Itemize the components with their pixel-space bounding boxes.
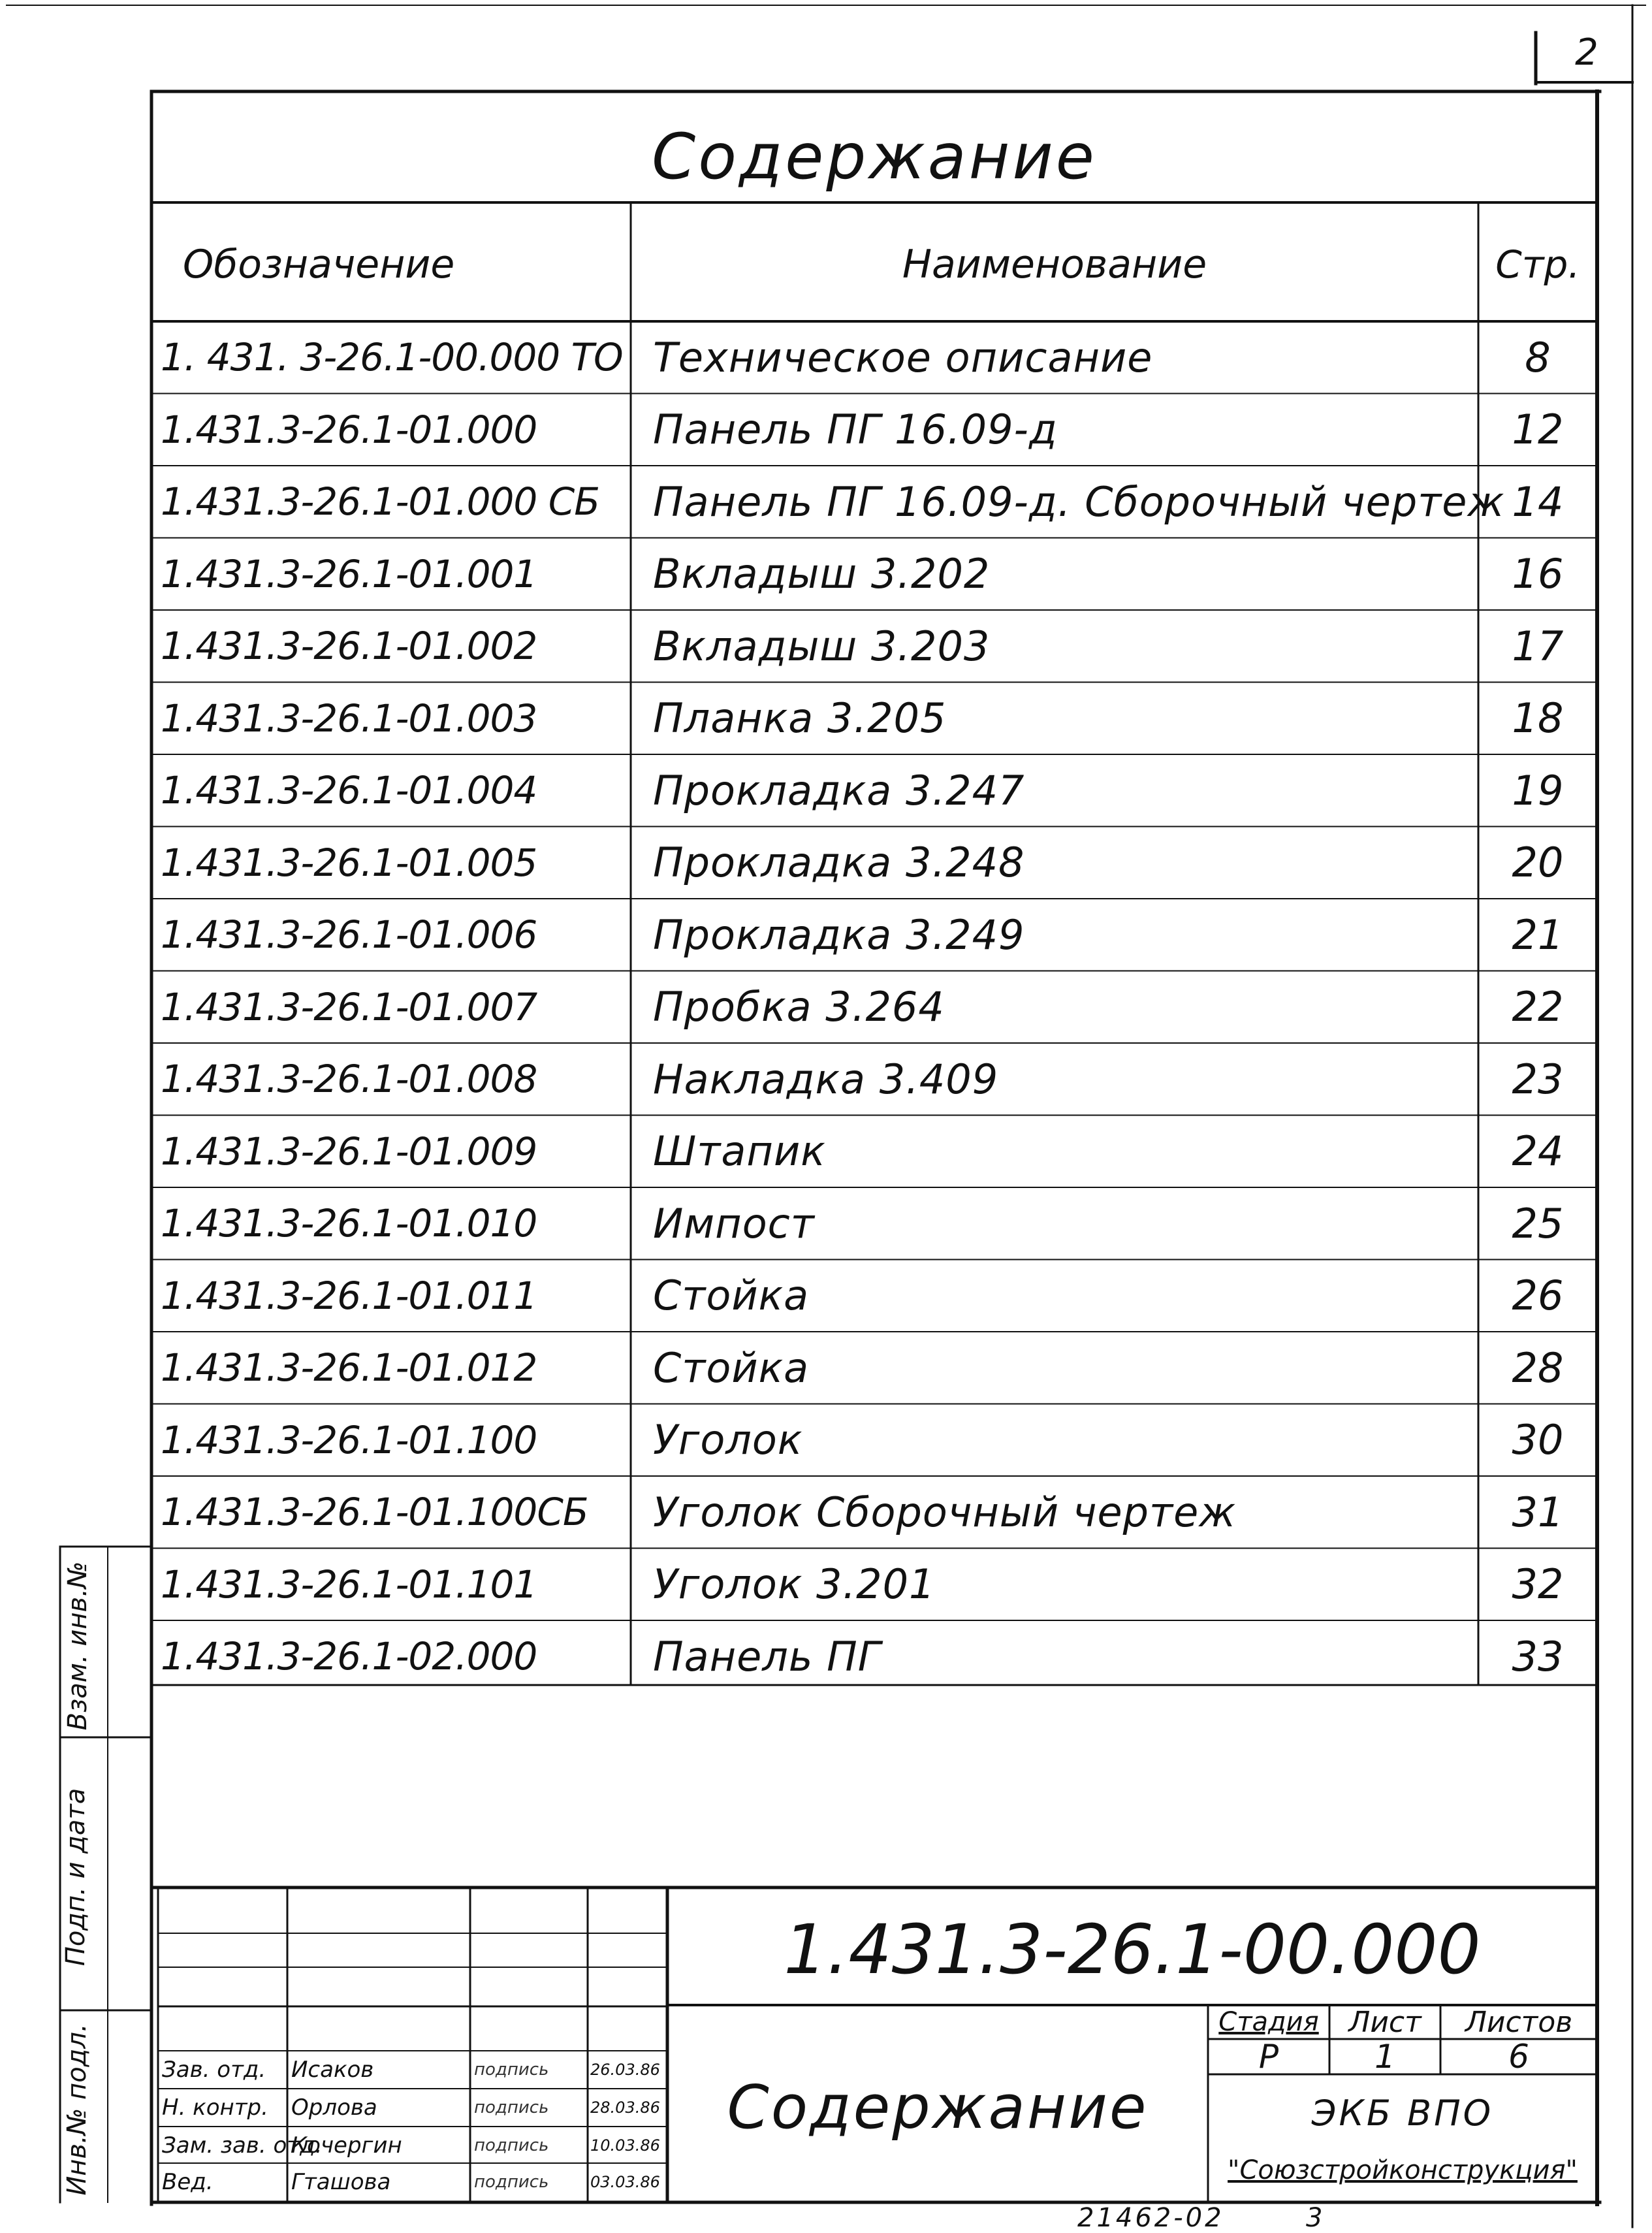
row-designation: 1.431.3-26.1-01.001 [161,551,537,596]
row-name: Уголок 3.201 [653,1560,936,1609]
row-designation: 1.431.3-26.1-01.100СБ [161,1490,588,1535]
row-page: 18 [1512,694,1564,743]
signer-signature: подпись [474,2098,549,2117]
signer-role: Вед. [162,2169,214,2195]
row-name: Панель ПГ 16.09-д [653,406,1058,454]
row-designation: 1.431.3-26.1-01.006 [161,912,537,957]
row-name: Пробка 3.264 [653,983,945,1031]
row-page: 33 [1512,1632,1564,1680]
row-name: Прокладка 3.249 [653,910,1025,959]
footer-sheet: 3 [1306,2203,1323,2233]
column-header-designation: Обозначение [183,242,455,287]
row-name: Прокладка 3.247 [653,766,1025,814]
row-page: 25 [1512,1199,1564,1247]
organization-line-1: ЭКБ ВПО [1311,2092,1494,2134]
row-name: Техническое описание [653,333,1153,381]
row-name: Вкладыш 3.202 [653,550,991,598]
row-page: 26 [1512,1272,1564,1320]
signer-role: Н. контр. [162,2095,268,2121]
row-page: 8 [1525,333,1551,381]
row-page: 30 [1512,1416,1564,1464]
row-name: Импост [653,1199,815,1247]
column-header-page: Стр. [1495,242,1580,287]
corner-mark: 2 [1575,31,1598,74]
row-page: 20 [1512,839,1564,887]
sheet-label: Лист [1348,2005,1422,2039]
title-block-document-title: Содержание [727,2072,1149,2142]
row-name: Уголок Сборочный чертеж [653,1488,1237,1536]
signer-name: Орлова [291,2095,377,2121]
signer-name: Гташова [291,2169,391,2195]
signer-signature: подпись [474,2172,549,2192]
row-designation: 1.431.3-26.1-02.000 [161,1634,537,1679]
signer-date: 03.03.86 [590,2173,660,2191]
row-page: 12 [1512,406,1564,454]
row-designation: 1.431.3-26.1-01.101 [161,1562,537,1607]
row-designation: 1.431.3-26.1-01.010 [161,1201,537,1246]
document-title: Содержание [652,120,1097,193]
stage-label: Стадия [1218,2007,1319,2037]
signer-role: Зам. зав. отд. [162,2132,323,2159]
row-name: Панель ПГ [653,1632,882,1680]
title-block-document-code: 1.431.3-26.1-00.000 [784,1910,1481,1989]
signer-signature: подпись [474,2060,549,2080]
signer-name: Кочергин [291,2132,402,2159]
row-designation: 1.431.3-26.1-01.011 [161,1273,537,1318]
column-header-name: Наименование [902,242,1207,287]
row-designation: 1.431.3-26.1-01.000 [161,407,537,452]
row-page: 24 [1512,1127,1564,1176]
row-designation: 1.431.3-26.1-01.002 [161,624,537,669]
organization-line-2: "Союзстройконструкция" [1228,2155,1578,2185]
signer-name: Исаков [291,2057,374,2083]
signer-date: 28.03.86 [590,2098,660,2117]
row-designation: 1. 431. 3-26.1-00.000 ТО [161,335,623,380]
row-designation: 1.431.3-26.1-01.003 [161,696,537,741]
side-label-replace-inv: Взам. инв.№ [63,1561,93,1731]
row-page: 21 [1512,910,1564,959]
row-designation: 1.431.3-26.1-01.009 [161,1129,537,1174]
row-page: 19 [1512,766,1564,814]
row-page: 16 [1512,550,1564,598]
row-designation: 1.431.3-26.1-01.100 [161,1417,537,1462]
row-name: Прокладка 3.248 [653,839,1025,887]
row-page: 31 [1512,1488,1564,1536]
side-label-inv-orig: Инв.№ подл. [62,2023,92,2196]
row-name: Вкладыш 3.203 [653,622,991,670]
row-name: Стойка [653,1343,810,1392]
row-designation: 1.431.3-26.1-01.005 [161,840,537,885]
row-page: 23 [1512,1055,1564,1103]
sheets-value: 6 [1508,2038,1529,2076]
row-name: Накладка 3.409 [653,1055,999,1103]
row-page: 14 [1512,477,1564,526]
row-page: 22 [1512,983,1564,1031]
row-name: Панель ПГ 16.09-д. Сборочный чертеж [653,477,1505,526]
row-designation: 1.431.3-26.1-01.007 [161,984,537,1029]
row-page: 32 [1512,1560,1564,1609]
sheets-label: Листов [1465,2005,1573,2039]
signer-role: Зав. отд. [162,2057,266,2083]
stage-value: Р [1258,2038,1279,2076]
row-designation: 1.431.3-26.1-01.000 СБ [161,479,600,524]
signer-date: 26.03.86 [590,2061,660,2079]
row-designation: 1.431.3-26.1-01.012 [161,1345,537,1390]
row-designation: 1.431.3-26.1-01.004 [161,768,537,813]
side-label-sign-date: Подп. и дата [61,1788,91,1967]
row-page: 17 [1512,622,1564,670]
row-name: Уголок [653,1416,803,1464]
sheet-value: 1 [1374,2038,1395,2076]
signer-signature: подпись [474,2136,549,2155]
row-designation: 1.431.3-26.1-01.008 [161,1057,537,1102]
row-name: Стойка [653,1272,810,1320]
signer-date: 10.03.86 [590,2136,660,2155]
footer-number: 21462-02 [1077,2203,1224,2233]
row-name: Планка 3.205 [653,694,947,743]
row-name: Штапик [653,1127,826,1176]
row-page: 28 [1512,1343,1564,1392]
